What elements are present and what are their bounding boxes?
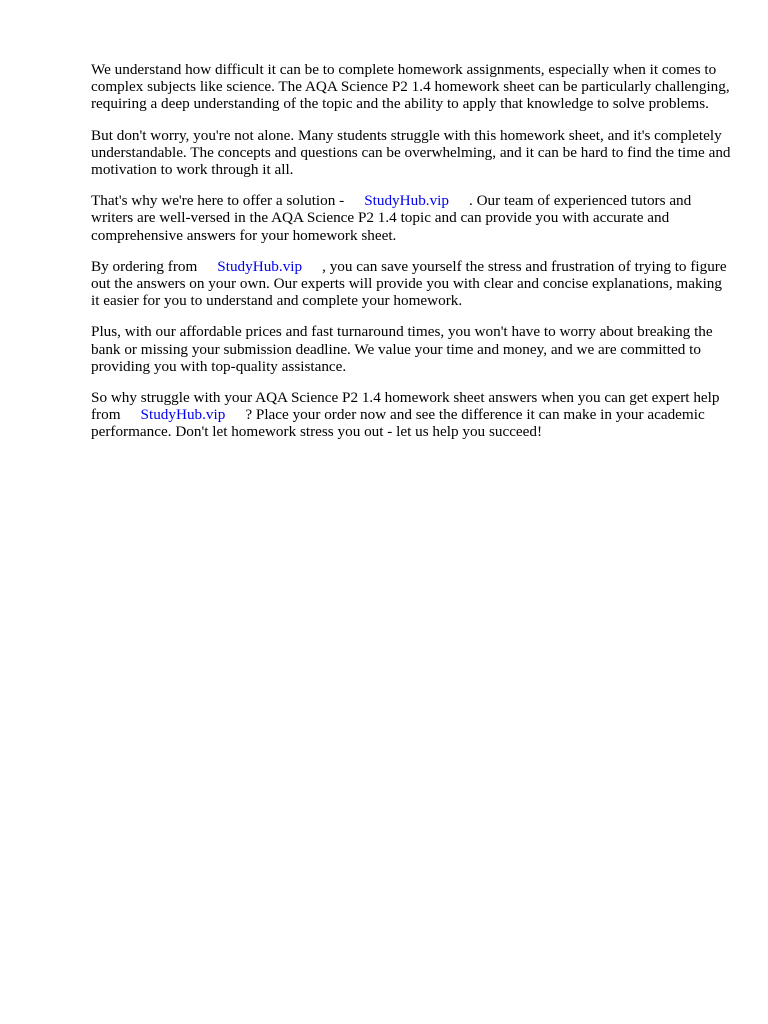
paragraph-solution-text-after: . Our team of experienced tutors and writers are well-versed in the AQA Science P2 1.4 topic and can provide you with accurate and comprehensive answers for your homework sheet. bbox=[91, 192, 692, 244]
paragraph-reassurance-text: But don't worry, you're not alone. Many students struggle with this homework sheet, and it's completely understandable. The concepts and questions can be overwhelming, and it can be hard to find the time and motivation to work through it all. bbox=[91, 126, 731, 179]
paragraph-solution bbox=[91, 192, 731, 244]
studyhub-link[interactable]: StudyHub.vip bbox=[364, 192, 449, 210]
paragraph-ordering-text-after: , you can save yourself the stress and frustration of trying to figure out the answers on your own. Our experts will provide you with clear and concise explanations, making it easier for you to understand and complete your homework. bbox=[91, 257, 727, 310]
studyhub-link[interactable]: StudyHub.vip bbox=[140, 406, 226, 424]
paragraph-closing-text-after: ? Place your order now and see the difference it can make in your academic performance. Don't let homework stress you out - let us help you succeed! bbox=[91, 406, 705, 441]
paragraph-ordering bbox=[91, 258, 731, 310]
paragraph-intro bbox=[91, 61, 731, 113]
paragraph-intro-text: We understand how difficult it can be to complete homework assignments, especially when it comes to complex subjects like science. The AQA Science P2 1.4 homework sheet can be particularly challenging, requiring a deep understanding of the topic and the ability to apply that knowledge to solve problems. bbox=[91, 61, 730, 113]
paragraph-closing bbox=[91, 389, 731, 441]
paragraph-pricing-text: Plus, with our affordable prices and fast turnaround times, you won't have to worry about breaking the bank or missing your submission deadline. We value your time and money, and we are committed to providing you with top-quality assistance. bbox=[91, 323, 713, 375]
document-page bbox=[91, 61, 731, 455]
paragraph-reassurance bbox=[91, 127, 731, 179]
paragraph-closing-text-before: So why struggle with your AQA Science P2 1.4 homework sheet answers when you can get expert help from bbox=[91, 389, 720, 424]
paragraph-ordering-text-before: By ordering from bbox=[91, 257, 198, 275]
paragraph-pricing bbox=[91, 323, 731, 375]
studyhub-link[interactable]: StudyHub.vip bbox=[217, 257, 303, 275]
paragraph-solution-text-before: That's why we're here to offer a solution - bbox=[91, 192, 345, 210]
